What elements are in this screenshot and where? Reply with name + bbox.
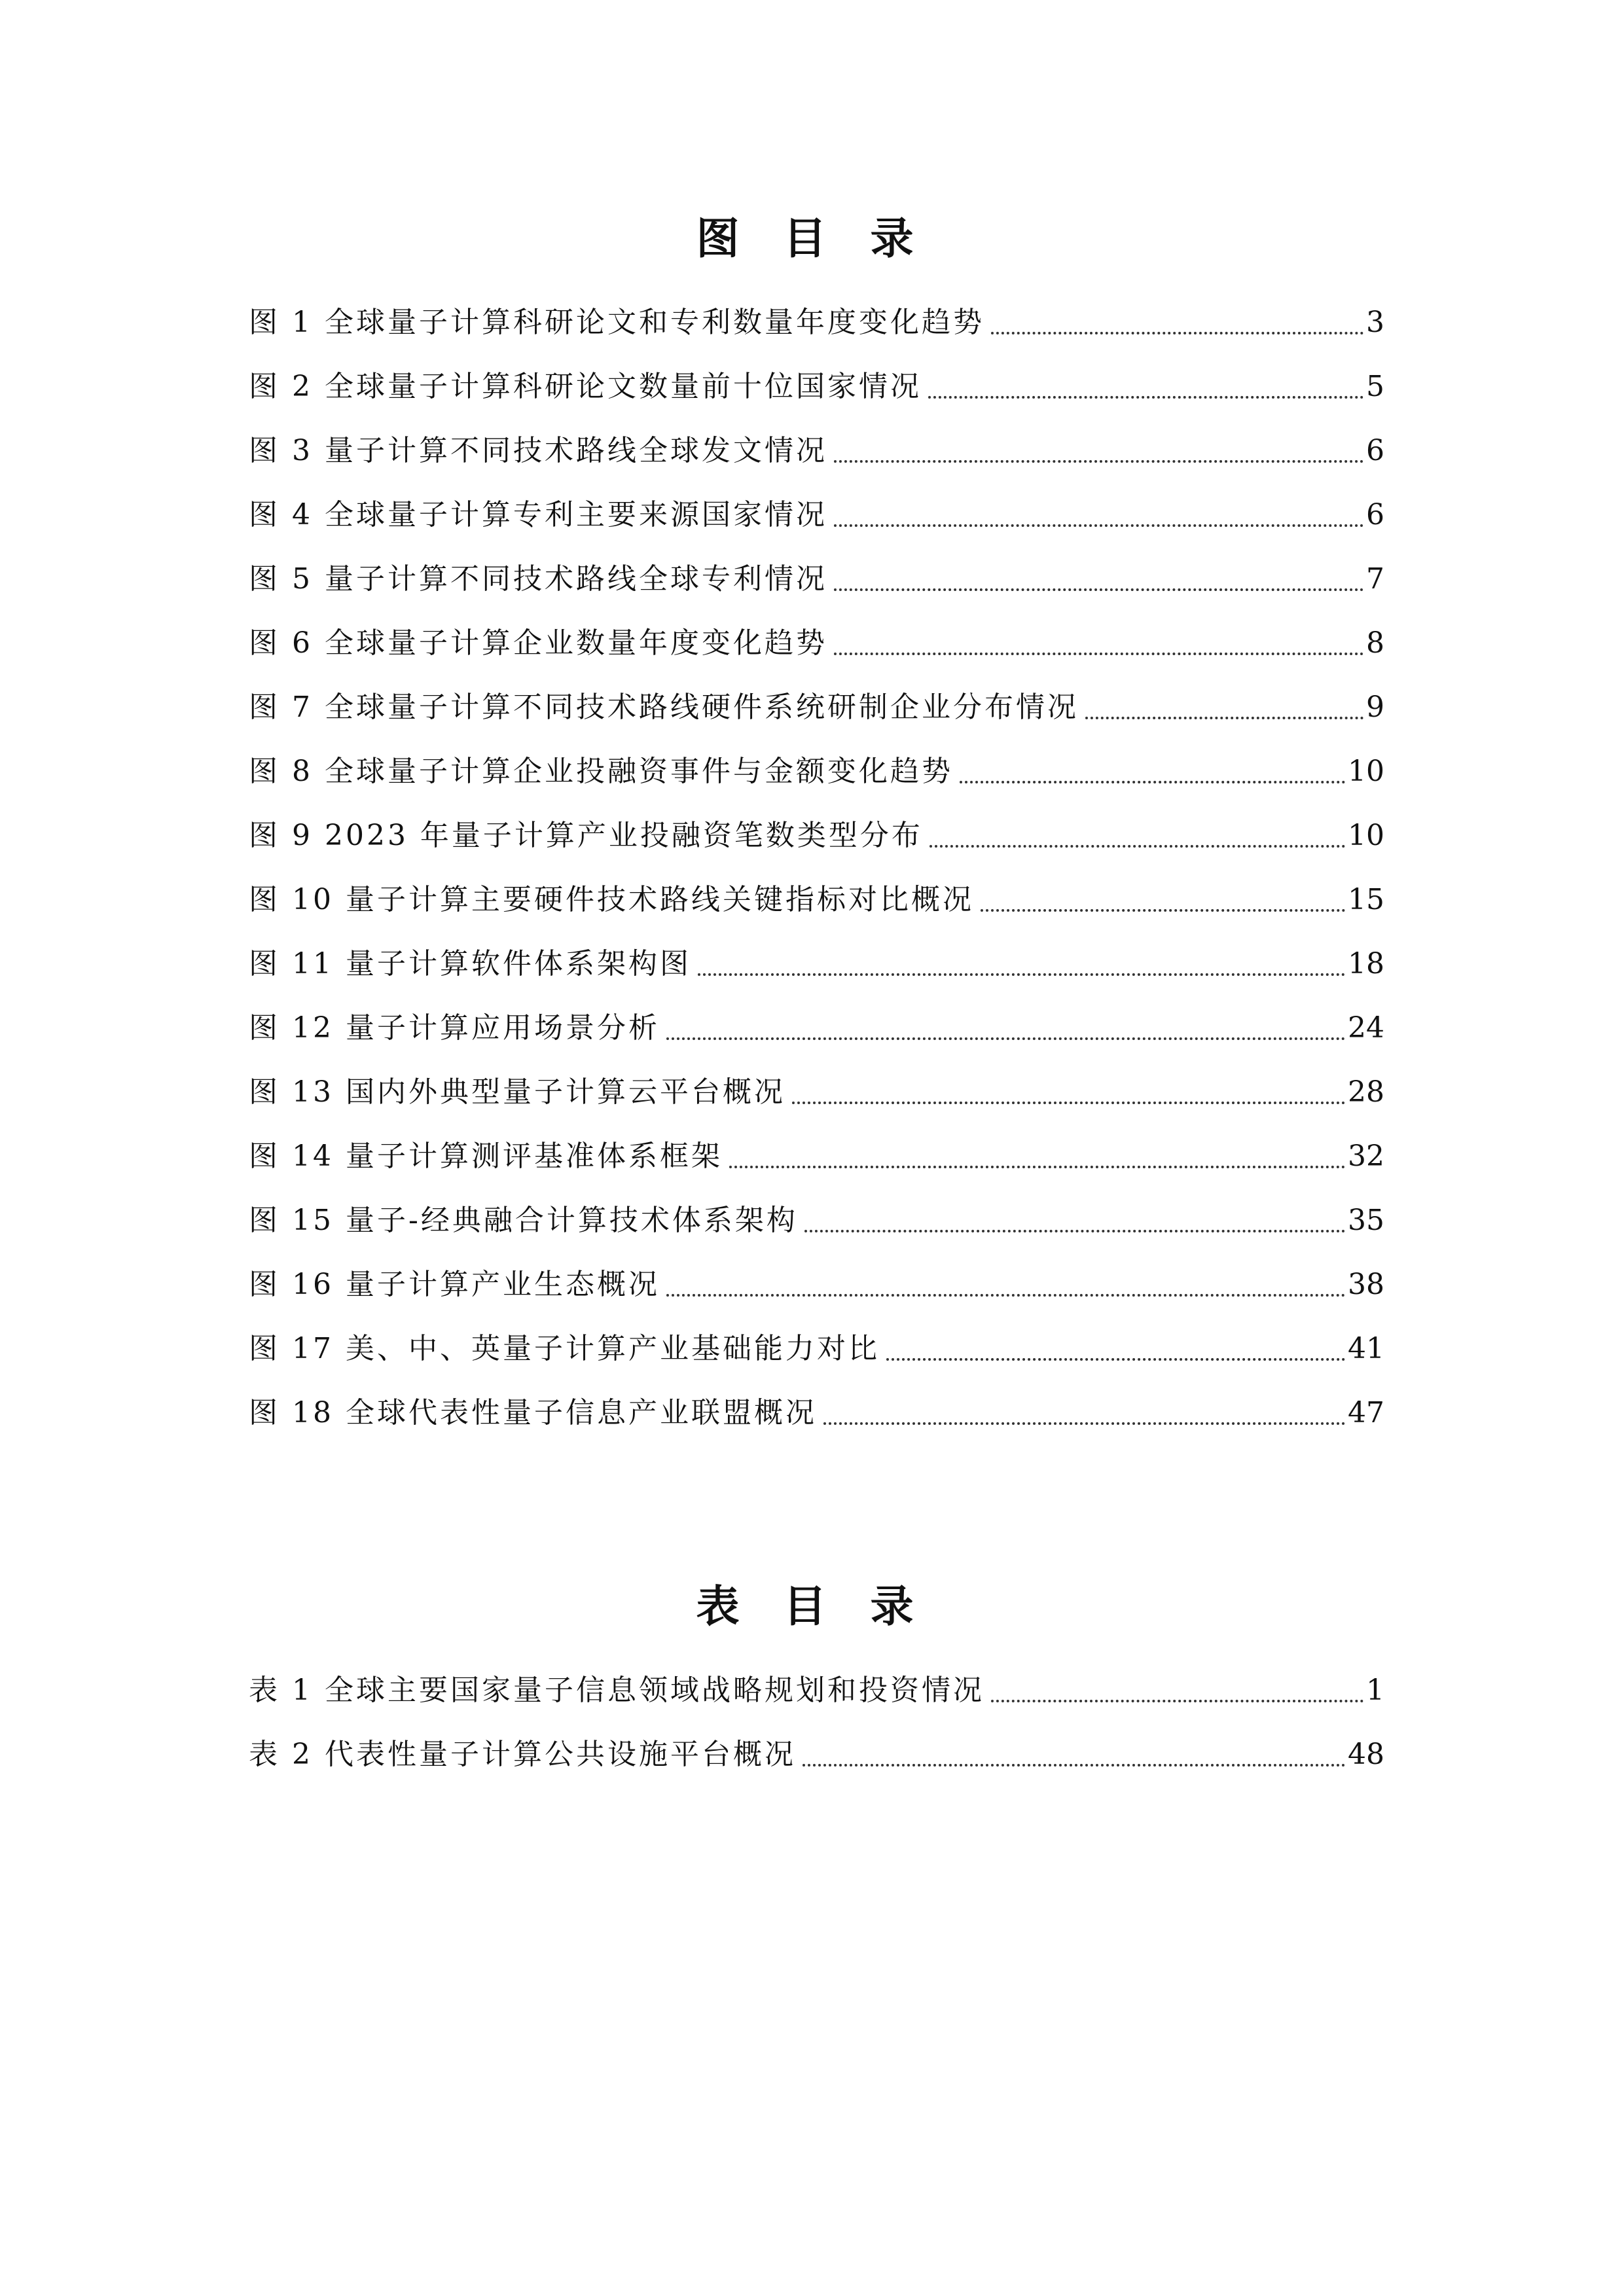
figure-toc-entry[interactable]	[249, 1176, 1384, 1240]
figure-toc-entry[interactable]	[249, 727, 1384, 791]
table-entry-page-number: 1	[1366, 1674, 1384, 1707]
figure-entry-label: 图 16 量子计算产业生态概况	[249, 1268, 660, 1301]
figure-toc-entry[interactable]	[249, 791, 1384, 855]
dot-leader	[804, 1230, 1345, 1232]
figure-entry-label: 图 6 全球量子计算企业数量年度变化趋势	[249, 626, 827, 660]
figure-entry-page-number: 18	[1348, 947, 1384, 980]
figure-toc-entry[interactable]	[249, 984, 1384, 1048]
dot-leader	[928, 396, 1363, 399]
dot-leader	[666, 1294, 1345, 1297]
dot-leader	[929, 845, 1345, 848]
figure-toc-entry[interactable]	[249, 1112, 1384, 1176]
figure-toc-entry[interactable]	[249, 342, 1384, 406]
figure-entry-label: 图 9 2023 年量子计算产业投融资笔数类型分布	[249, 819, 923, 852]
figure-entry-page-number: 38	[1348, 1268, 1384, 1301]
figure-entry-page-number: 41	[1348, 1332, 1384, 1365]
figure-entry-page-number: 15	[1348, 883, 1384, 916]
tables-toc-list	[249, 1646, 1384, 1774]
table-toc-entry[interactable]	[249, 1646, 1384, 1710]
figures-toc-list	[249, 278, 1384, 1433]
figure-entry-page-number: 6	[1366, 498, 1384, 531]
figure-entry-page-number: 9	[1366, 691, 1384, 724]
figures-section-title: 图 目 录	[696, 213, 928, 264]
figure-entry-page-number: 10	[1348, 819, 1384, 852]
figure-entry-page-number: 35	[1348, 1204, 1384, 1237]
dot-leader	[698, 973, 1345, 976]
figure-entry-label: 图 13 国内外典型量子计算云平台概况	[249, 1075, 785, 1109]
figure-toc-entry[interactable]	[249, 406, 1384, 471]
figure-entry-page-number: 47	[1348, 1396, 1384, 1429]
figure-toc-entry[interactable]	[249, 1304, 1384, 1369]
dot-leader	[834, 588, 1363, 591]
figure-toc-entry[interactable]	[249, 1240, 1384, 1304]
figure-entry-page-number: 3	[1366, 306, 1384, 339]
table-entry-label: 表 2 代表性量子计算公共设施平台概况	[249, 1738, 796, 1771]
dot-leader	[981, 909, 1345, 912]
figure-entry-label: 图 11 量子计算软件体系架构图	[249, 947, 691, 980]
dot-leader	[991, 1700, 1363, 1702]
figure-entry-label: 图 10 量子计算主要硬件技术路线关键指标对比概况	[249, 883, 974, 916]
dot-leader	[792, 1102, 1345, 1104]
figure-entry-page-number: 32	[1348, 1139, 1384, 1173]
figure-entry-page-number: 10	[1348, 755, 1384, 788]
figure-entry-page-number: 5	[1366, 370, 1384, 403]
dot-leader	[991, 332, 1363, 334]
figure-toc-entry[interactable]	[249, 599, 1384, 663]
dot-leader	[1085, 717, 1363, 719]
figure-entry-label: 图 14 量子计算测评基准体系框架	[249, 1139, 723, 1173]
figure-entry-page-number: 7	[1366, 562, 1384, 596]
figure-toc-entry[interactable]	[249, 855, 1384, 920]
figure-entry-label: 图 3 量子计算不同技术路线全球发文情况	[249, 434, 827, 467]
figure-entry-page-number: 8	[1366, 626, 1384, 660]
figure-entry-label: 图 8 全球量子计算企业投融资事件与金额变化趋势	[249, 755, 953, 788]
dot-leader	[823, 1422, 1345, 1425]
figure-entry-page-number: 28	[1348, 1075, 1384, 1109]
figure-toc-entry[interactable]	[249, 535, 1384, 599]
figure-entry-label: 图 17 美、中、英量子计算产业基础能力对比	[249, 1332, 880, 1365]
figure-entry-label: 图 5 量子计算不同技术路线全球专利情况	[249, 562, 827, 596]
dot-leader	[729, 1166, 1345, 1168]
dot-leader	[960, 781, 1345, 783]
figure-entry-label: 图 18 全球代表性量子信息产业联盟概况	[249, 1396, 817, 1429]
tables-section-title: 表 目 录	[696, 1581, 928, 1632]
figure-toc-entry[interactable]	[249, 278, 1384, 342]
figure-toc-entry[interactable]	[249, 1048, 1384, 1112]
figure-toc-entry[interactable]	[249, 471, 1384, 535]
dot-leader	[886, 1358, 1345, 1361]
table-entry-page-number: 48	[1348, 1738, 1384, 1771]
figure-entry-label: 图 1 全球量子计算科研论文和专利数量年度变化趋势	[249, 306, 984, 339]
table-toc-entry[interactable]	[249, 1710, 1384, 1774]
dot-leader	[666, 1037, 1345, 1040]
dot-leader	[834, 653, 1363, 655]
figure-toc-entry[interactable]	[249, 1369, 1384, 1433]
figure-toc-entry[interactable]	[249, 663, 1384, 727]
figure-entry-page-number: 6	[1366, 434, 1384, 467]
figure-entry-label: 图 15 量子-经典融合计算技术体系架构	[249, 1204, 798, 1237]
dot-leader	[834, 524, 1363, 527]
figure-entry-page-number: 24	[1348, 1011, 1384, 1045]
table-entry-label: 表 1 全球主要国家量子信息领域战略规划和投资情况	[249, 1674, 984, 1707]
dot-leader	[803, 1764, 1345, 1767]
figure-entry-label: 图 7 全球量子计算不同技术路线硬件系统研制企业分布情况	[249, 691, 1079, 724]
figure-toc-entry[interactable]	[249, 920, 1384, 984]
figure-entry-label: 图 12 量子计算应用场景分析	[249, 1011, 660, 1045]
figure-entry-label: 图 2 全球量子计算科研论文数量前十位国家情况	[249, 370, 922, 403]
dot-leader	[834, 460, 1363, 463]
figure-entry-label: 图 4 全球量子计算专利主要来源国家情况	[249, 498, 827, 531]
